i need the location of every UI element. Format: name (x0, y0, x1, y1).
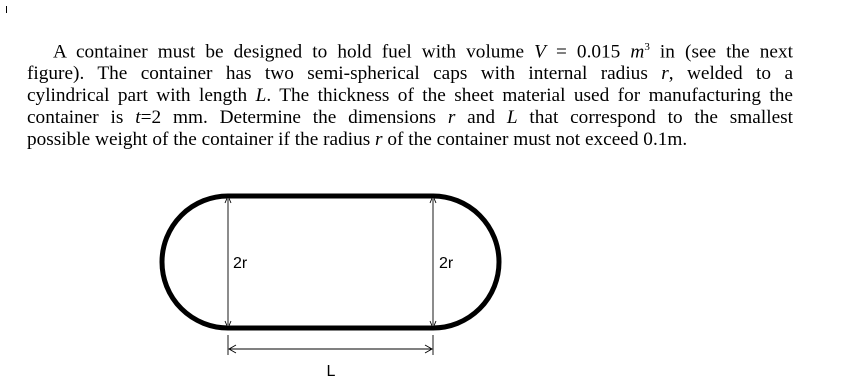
unit-m: m (630, 41, 645, 63)
right-dimension-line (430, 196, 436, 328)
variable-r: r (375, 129, 383, 151)
left-dimension-line (225, 196, 231, 328)
problem-line-3: cylindrical part with length L. The thickness of the sheet material used for manufacturing the (27, 85, 793, 107)
problem-line-5: possible weight of the container if the radius r of the container must not exceed 0.1m. (27, 129, 688, 151)
problem-line-2: figure). The container has two semi-spherical caps with internal radius r, welded to a (27, 63, 793, 85)
variable-t: t (135, 107, 141, 129)
problem-line-4: container is t=2 mm. Determine the dimensions r and L that correspond to the smallest (27, 107, 793, 129)
left-dimension-label: 2r (233, 255, 248, 272)
right-dimension-label: 2r (439, 255, 454, 272)
problem-line-1: A container must be designed to hold fuel with volume V = 0.015 $m^3$ in (see the next (53, 41, 793, 63)
unit-exponent: 3 (644, 41, 650, 53)
variable-L: L (506, 107, 518, 129)
variable-V: V (534, 41, 546, 63)
variable-r: r (447, 107, 456, 129)
variable-L: L (255, 85, 267, 107)
bottom-dimension-line (228, 335, 433, 355)
bottom-dimension-label: L (326, 363, 336, 380)
variable-r: r (661, 63, 669, 85)
